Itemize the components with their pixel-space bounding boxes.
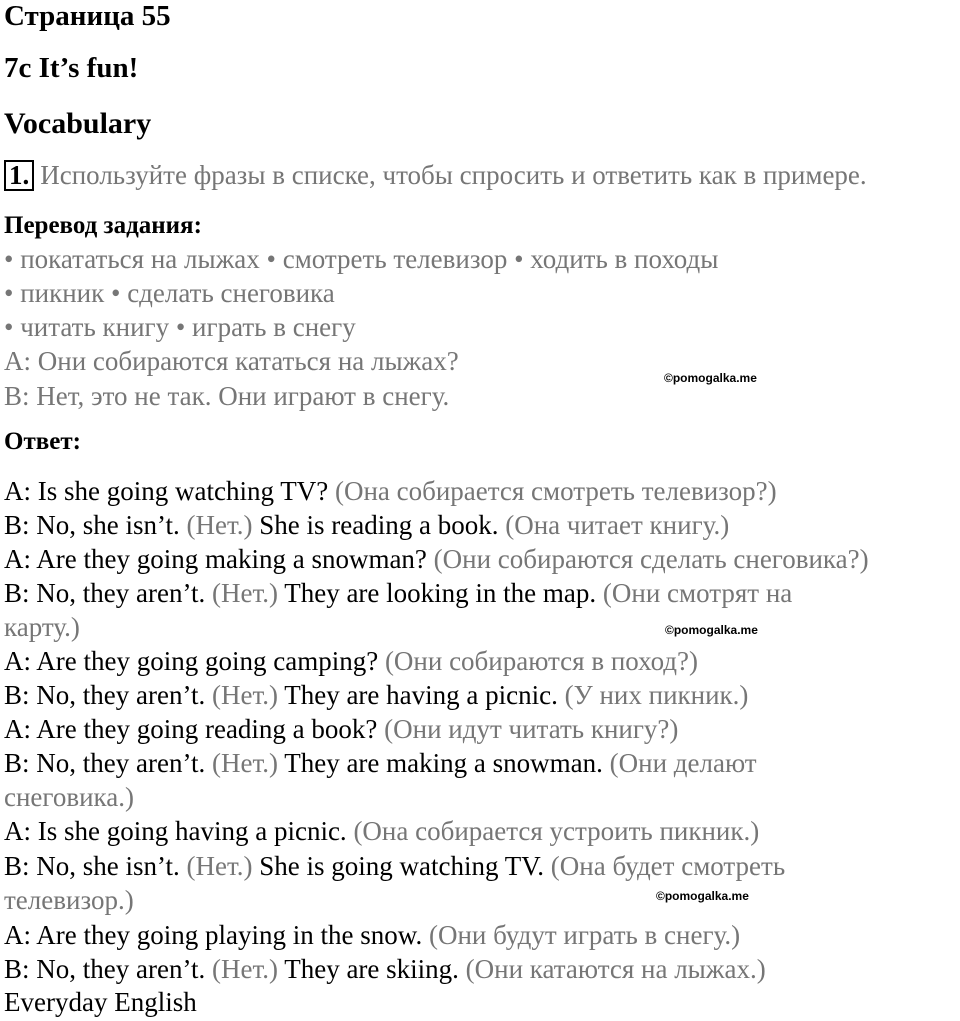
watermark: ©pomogalka.me xyxy=(656,889,749,903)
answer-english: A: Are they going reading a book? xyxy=(4,714,385,744)
example-line: B: Нет, это не так. Они играют в снегу. xyxy=(4,381,450,411)
answer-translation: (Она собирается устроить пикник.) xyxy=(353,816,760,846)
answer-english: They are making a snowman. xyxy=(284,748,610,778)
answer-english: A: Are they going making a snowman? xyxy=(4,544,434,574)
answer-translation: (У них пикник.) xyxy=(564,680,749,710)
answer-english: B: No, they aren’t. xyxy=(4,748,212,778)
translation-heading: Перевод задания: xyxy=(4,212,202,239)
phrase-line: • покататься на лыжах • смотреть телевизор • ходить в походы xyxy=(4,244,719,274)
answer-line xyxy=(4,646,698,677)
answer-translation: (Они смотрят на xyxy=(602,578,793,608)
answer-translation: (Они собираются сделать снеговика?) xyxy=(433,544,869,574)
answer-translation: снеговика.) xyxy=(4,782,134,812)
answer-line xyxy=(4,510,729,541)
answer-line xyxy=(4,885,134,916)
answer-line xyxy=(4,782,134,813)
answer-english: A: Is she going watching TV? xyxy=(4,476,335,506)
answer-line xyxy=(4,476,777,507)
task-number: 1. xyxy=(4,160,34,191)
task-instruction xyxy=(4,160,867,191)
answer-line xyxy=(4,748,757,779)
answer-english: B: No, she isn’t. xyxy=(4,851,187,881)
answer-translation: (Они будут играть в снегу.) xyxy=(428,920,741,950)
answer-line xyxy=(4,578,792,609)
answer-line xyxy=(4,816,759,847)
answer-english: They are looking in the map. xyxy=(284,578,603,608)
watermark: ©pomogalka.me xyxy=(664,371,757,385)
answer-english: A: Are they going playing in the snow. xyxy=(4,920,429,950)
answer-translation: (Они идут читать книгу?) xyxy=(384,714,679,744)
answer-english: B: No, they aren’t. xyxy=(4,680,212,710)
answer-english: They are having a picnic. xyxy=(284,680,565,710)
example-line: A: Они собираются кататься на лыжах? xyxy=(4,346,459,376)
phrase-line: • читать книгу • играть в снегу xyxy=(4,312,356,342)
footer-text: Everyday English xyxy=(4,987,197,1017)
answer-line xyxy=(4,612,80,643)
answer-translation: (Нет.) xyxy=(186,510,260,540)
answer-heading: Ответ: xyxy=(4,428,81,455)
answer-translation: карту.) xyxy=(4,612,80,642)
answer-english: She is reading a book. xyxy=(259,510,506,540)
answer-translation: (Нет.) xyxy=(211,578,285,608)
answer-line xyxy=(4,851,785,882)
answer-translation: (Она читает книгу.) xyxy=(505,510,730,540)
watermark: ©pomogalka.me xyxy=(665,623,758,637)
answer-line xyxy=(4,680,748,711)
answer-translation: (Нет.) xyxy=(186,851,260,881)
answer-english: B: No, they aren’t. xyxy=(4,954,212,984)
answer-translation: телевизор.) xyxy=(4,885,134,915)
answer-line xyxy=(4,954,766,985)
answer-translation: (Они собираются в поход?) xyxy=(384,646,699,676)
answer-translation: (Нет.) xyxy=(211,954,285,984)
answer-translation: (Они катаются на лыжах.) xyxy=(465,954,766,984)
answer-translation: (Она собирается смотреть телевизор?) xyxy=(334,476,777,506)
unit-title: 7c It’s fun! xyxy=(4,52,139,84)
answer-english: She is going watching TV. xyxy=(259,851,551,881)
answer-translation: (Они делают xyxy=(609,748,757,778)
answer-translation: (Нет.) xyxy=(211,680,285,710)
task-text: Используйте фразы в списке, чтобы спросить и ответить как в примере. xyxy=(40,160,867,190)
section-title: Vocabulary xyxy=(4,107,152,140)
answer-english: B: No, she isn’t. xyxy=(4,510,187,540)
answer-line xyxy=(4,714,678,745)
answer-line xyxy=(4,920,740,951)
answer-translation: (Нет.) xyxy=(211,748,285,778)
answer-line xyxy=(4,544,869,575)
answer-english: They are skiing. xyxy=(284,954,466,984)
answer-english: A: Are they going going camping? xyxy=(4,646,385,676)
phrase-line: • пикник • сделать снеговика xyxy=(4,278,335,308)
answer-translation: (Она будет смотреть xyxy=(550,851,786,881)
page-title: Страница 55 xyxy=(4,0,171,32)
answer-english: A: Is she going having a picnic. xyxy=(4,816,354,846)
answer-english: B: No, they aren’t. xyxy=(4,578,212,608)
